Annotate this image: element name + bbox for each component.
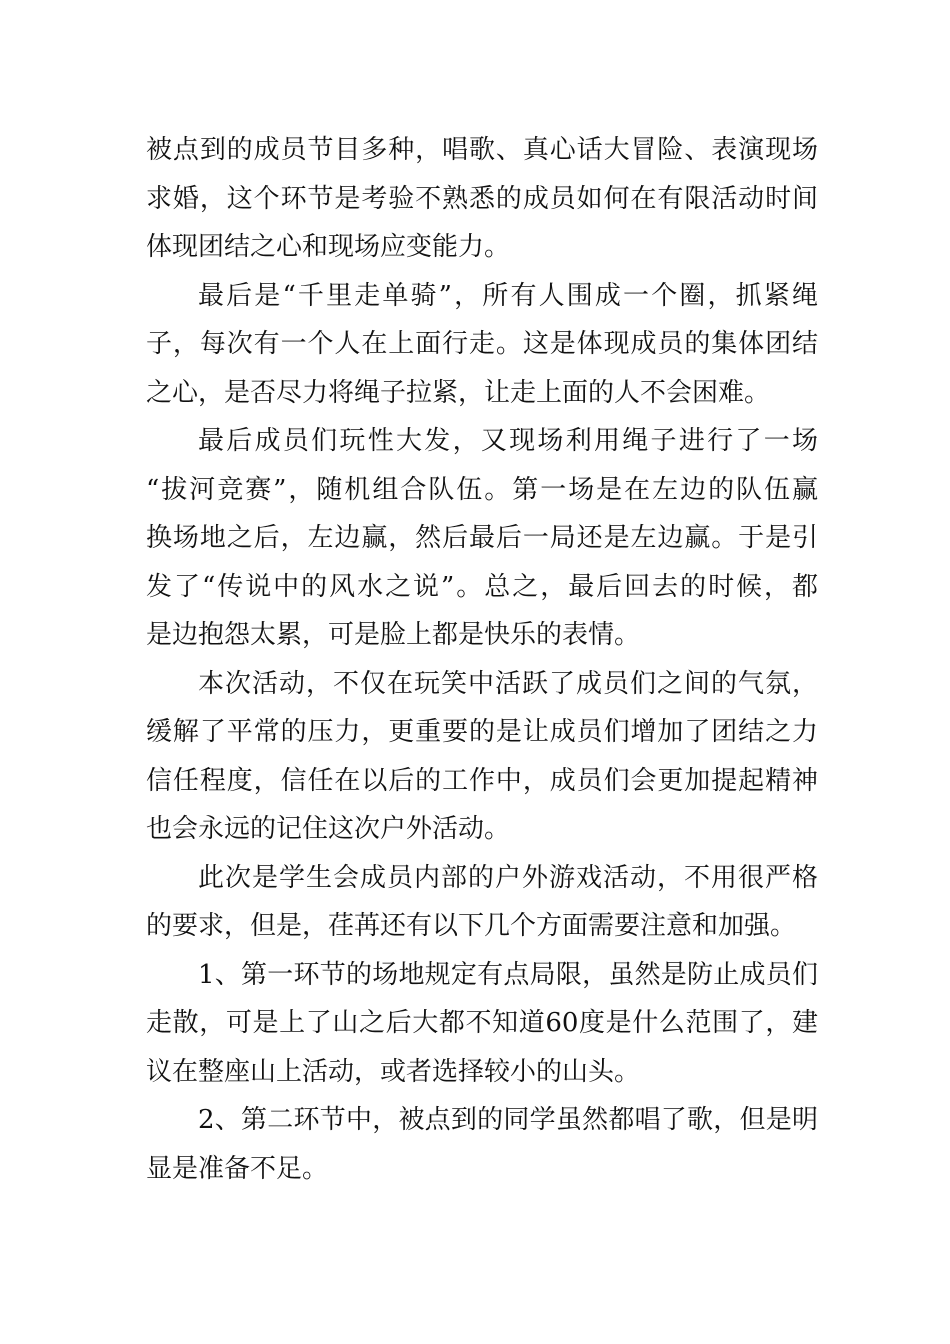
text-line: 最后是“千里走单骑”，所有人围成一个圈，抓紧绳 — [198, 280, 818, 311]
text-line: 换场地之后，左边赢，然后最后一局还是左边赢。于是引 — [146, 523, 818, 553]
text-line: 缓解了平常的压力，更重要的是让成员们增加了团结之力 — [146, 717, 818, 747]
text-line: 子，每次有一个人在上面行走。这是体现成员的集体团结 — [146, 329, 818, 359]
text-line: 是边抱怨太累，可是脸上都是快乐的表情。 — [146, 620, 641, 650]
text-line: 本次活动，不仅在玩笑中活跃了成员们之间的气氛， — [198, 668, 818, 699]
text-line: 体现团结之心和现场应变能力。 — [146, 232, 511, 262]
text-line: 之心，是否尽力将绳子拉紧，让走上面的人不会困难。 — [146, 377, 771, 408]
text-line: 最后成员们玩性大发，又现场利用绳子进行了一场 — [198, 426, 818, 456]
text-line: 也会永远的记住这次户外活动。 — [146, 814, 511, 844]
document-body — [146, 126, 818, 1193]
paragraph-4 — [146, 660, 818, 854]
paragraph-1 — [146, 126, 818, 272]
text-line: 求婚，这个环节是考验不熟悉的成员如何在有限活动时间 — [146, 183, 818, 214]
text-line: “拔河竞赛”，随机组合队伍。第一场是在左边的队伍赢 — [146, 474, 818, 505]
text-line: 1、第一环节的场地规定有点局限，虽然是防止成员们 — [198, 959, 818, 990]
paragraph-5 — [146, 854, 818, 951]
text-line: 走散，可是上了山之后大都不知道60度是什么范围了，建 — [146, 1008, 818, 1038]
text-line: 2、第二环节中，被点到的同学虽然都唱了歌，但是明 — [198, 1105, 818, 1135]
text-line: 信任程度，信任在以后的工作中，成员们会更加提起精神 — [146, 765, 818, 796]
paragraph-6 — [146, 951, 818, 1097]
text-line: 议在整座山上活动，或者选择较小的山头。 — [146, 1056, 641, 1087]
paragraph-2 — [146, 272, 818, 418]
paragraph-7 — [146, 1096, 818, 1193]
text-line: 此次是学生会成员内部的户外游戏活动，不用很严格 — [198, 862, 818, 893]
text-line: 发了“传说中的风水之说”。总之，最后回去的时候，都 — [146, 571, 818, 602]
text-line: 被点到的成员节目多种，唱歌、真心话大冒险、表演现场 — [146, 135, 818, 165]
text-line: 的要求，但是，荏苒还有以下几个方面需要注意和加强。 — [146, 911, 797, 941]
paragraph-3 — [146, 417, 818, 660]
text-line: 显是准备不足。 — [146, 1153, 329, 1184]
